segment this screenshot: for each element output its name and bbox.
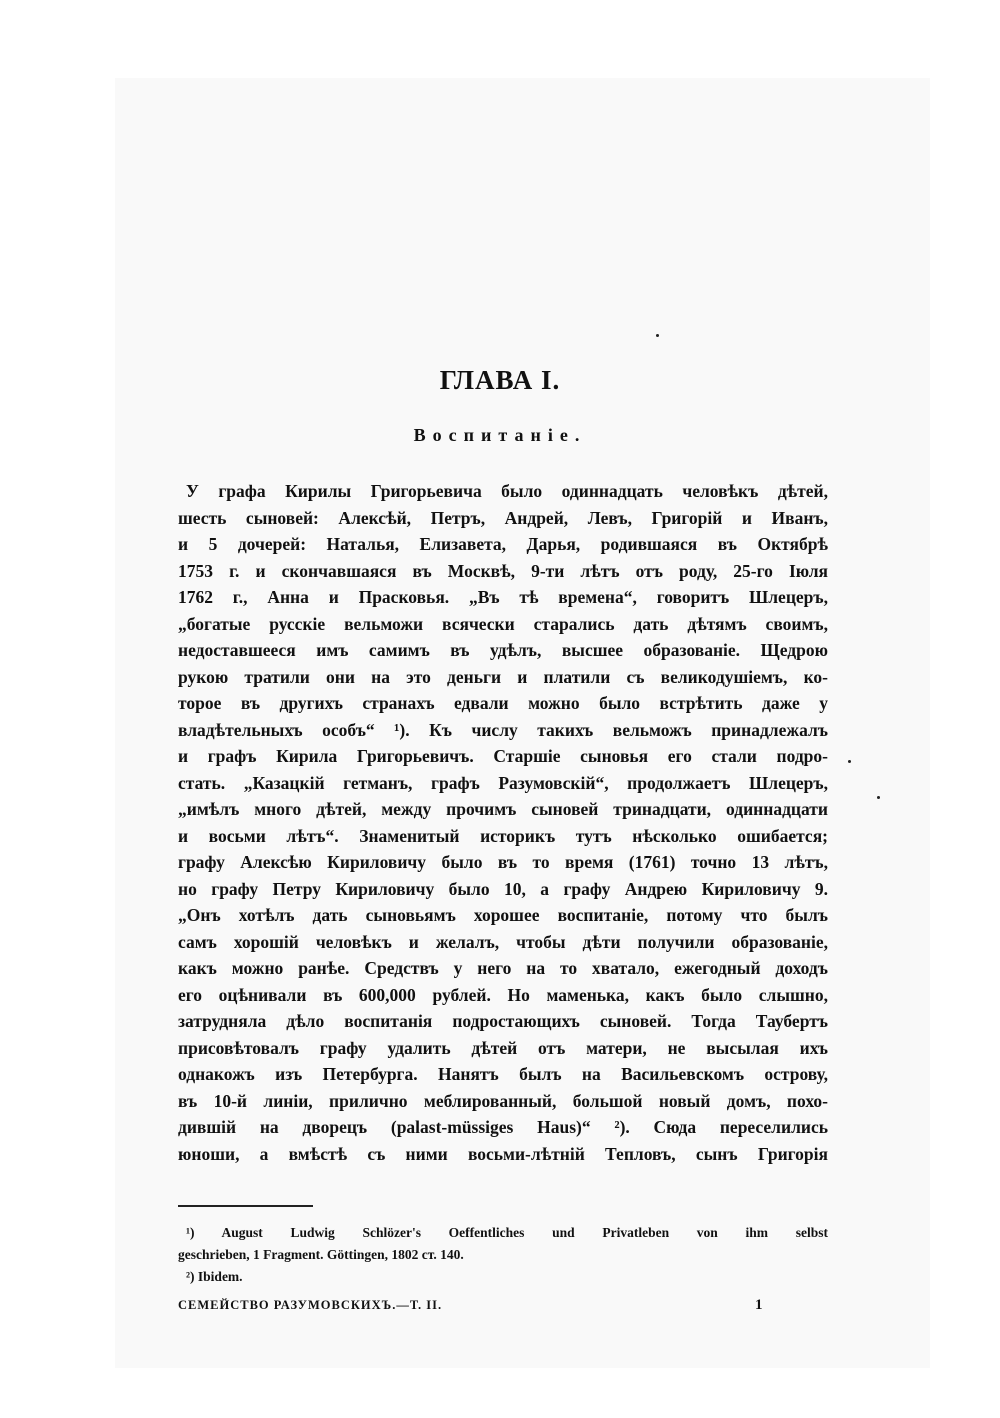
text-line: какъ можно ранѣе. Средствъ у него на то хватало, ежегодный доходъ: [178, 958, 828, 978]
text-line: самъ хорошій человѣкъ и желалъ, чтобы дѣти получили образованіе,: [178, 931, 828, 952]
text-line: но графу Петру Кириловичу было 10, а графу Андрею Кириловичу 9.: [178, 878, 828, 899]
footnote-1-line-1: ¹) August Ludwig Schlözer's Oeffentliches und Privatleben von ihm selbst: [186, 1225, 828, 1240]
footnote-1-line-2: geschrieben, 1 Fragment. Göttingen, 1802 ст. 140.: [178, 1247, 464, 1262]
text-line: „имѣлъ много дѣтей, между прочимъ сыновей тринадцати, одиннадцати: [178, 799, 828, 819]
text-line: графу Алексѣю Кириловичу было въ то время (1761) точно 13 лѣтъ,: [178, 852, 828, 872]
text-line: рукою тратили они на это деньги и платили съ великодушіемъ, ко-: [178, 666, 828, 687]
text-line: шесть сыновей: Алексѣй, Петръ, Андрей, Левъ, Григорій и Иванъ,: [178, 507, 828, 528]
text-line: стать. „Казацкій гетманъ, графъ Разумовскій“, продолжаетъ Шлецеръ,: [178, 772, 828, 793]
text-line: юноши, а вмѣстѣ съ ними восьми-лѣтній Тепловъ, сынъ Григорія: [178, 1143, 828, 1164]
running-title: СЕМЕЙСТВО РАЗУМОВСКИХЪ.—Т. II.: [178, 1298, 443, 1312]
text-line: 1762 г., Анна и Прасковья. „Въ тѣ времена“, говоритъ Шлецеръ,: [178, 587, 828, 607]
text-line: торое въ другихъ странахъ едвали можно было встрѣтить даже у: [178, 693, 828, 713]
text-line: „богатые русскіе вельможи всячески старались дать дѣтямъ своимъ,: [178, 613, 828, 634]
section-title: Воспитаніе.: [413, 425, 587, 445]
page-number: 1: [755, 1297, 763, 1313]
footnote-2: ²) Ibidem.: [186, 1269, 243, 1284]
text-line: и восьми лѣтъ“. Знаменитый историкъ тутъ нѣсколько ошибается;: [178, 825, 828, 846]
text-line: 1753 г. и скончавшаяся въ Москвѣ, 9-ти лѣтъ отъ роду, 25-го Іюля: [178, 560, 828, 581]
text-line: присовѣтовалъ графу удалить дѣтей отъ матери, не высылая ихъ: [178, 1037, 828, 1058]
text-line: У графа Кирилы Григорьевича было одиннадцать человѣкъ дѣтей,: [186, 481, 828, 501]
chapter-title: ГЛАВА I.: [439, 365, 561, 395]
text-line: дившій на дворецъ (palast-müssiges Haus)“ ²). Сюда переселились: [178, 1117, 828, 1137]
scan-speck: [656, 334, 659, 337]
text-line: владѣтельныхъ особъ“ ¹). Къ числу такихъ вельможъ принадлежалъ: [178, 719, 828, 740]
scan-speck: [848, 760, 851, 763]
text-line: его оцѣнивали въ 600,000 рублей. Но маменька, какъ было слышно,: [178, 984, 828, 1005]
text-line: и 5 дочерей: Наталья, Елизавета, Дарья, родившаяся въ Октябрѣ: [178, 534, 828, 554]
footnotes: [178, 1222, 828, 1288]
text-line: однакожъ изъ Петербурга. Нанятъ былъ на Васильевскомъ острову,: [178, 1064, 828, 1084]
text-line: недоставшееся имъ самимъ въ удѣлъ, высшее образованіе. Щедрою: [178, 640, 828, 660]
footnote-divider: [178, 1205, 313, 1207]
scan-speck: [877, 796, 880, 799]
text-line: затрудняла дѣло воспитанія подростающихъ сыновей. Тогда Таубертъ: [178, 1011, 828, 1031]
text-line: въ 10-й линіи, прилично меблированный, большой новый домъ, похо-: [178, 1090, 828, 1111]
text-line: и графъ Кирила Григорьевичъ. Старшіе сыновья его стали подро-: [178, 746, 828, 766]
text-line: „Онъ хотѣлъ дать сыновьямъ хорошее воспитаніе, потому что былъ: [178, 905, 828, 925]
body-text: [178, 478, 828, 1167]
